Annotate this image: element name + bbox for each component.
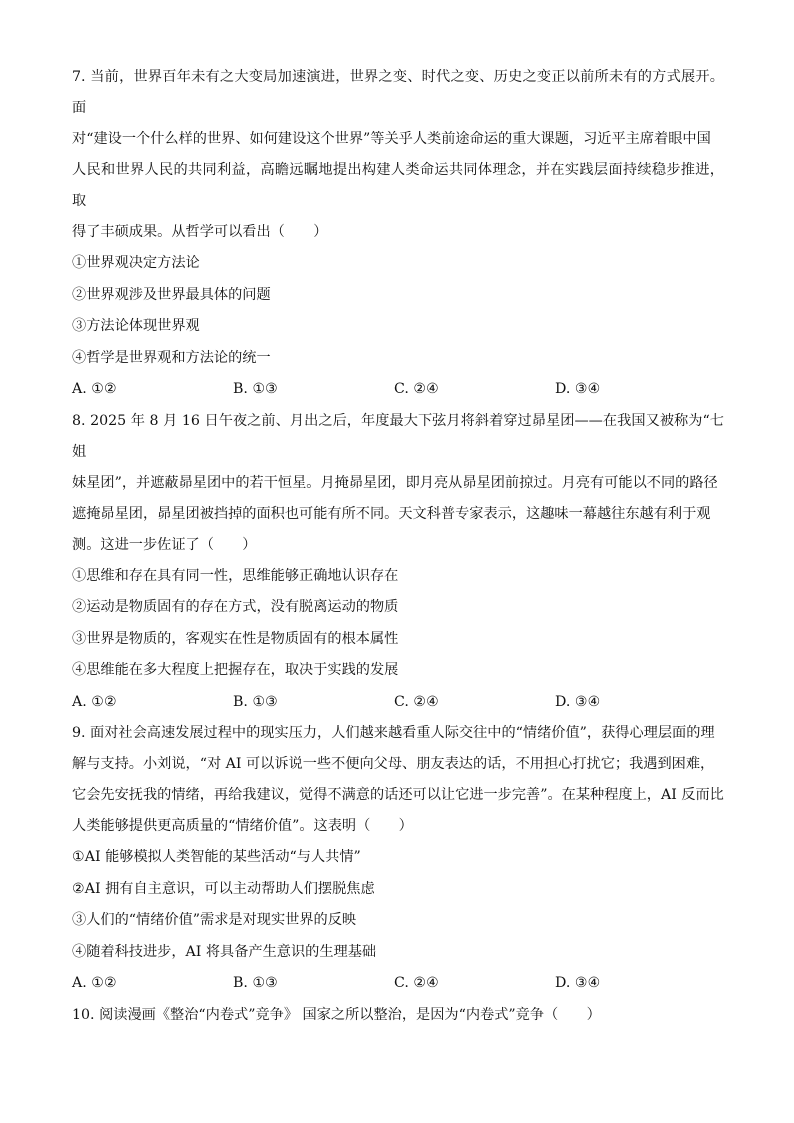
stem-line: 对“建设一个什么样的世界、如何建设这个世界”等关乎人类前途命运的重大课题，习近平主席着眼中国	[72, 131, 711, 147]
statement-3: ③人们的“情绪价值”需求是对现实世界的反映	[72, 912, 357, 928]
choice-b[interactable]: B. ①③	[233, 975, 278, 991]
stem-line: 人民和世界人民的共同利益，高瞻远瞩地提出构建人类命运共同体理念，并在实践层面持续稳步推进，取	[72, 162, 724, 209]
stem-line: 它会先安抚我的情绪，再给我建议，觉得不满意的话还可以让它进一步完善”。在某种程度上，AI 反而比	[72, 787, 724, 803]
statement-4: ④思维能在多大程度上把握存在，取决于实践的发展	[72, 662, 399, 678]
choice-c[interactable]: C. ②④	[394, 381, 439, 397]
statement-2: ②AI 拥有自主意识，可以主动帮助人们摆脱焦虑	[72, 880, 375, 897]
choice-d[interactable]: D. ③④	[555, 975, 601, 991]
choice-d[interactable]: D. ③④	[555, 693, 601, 710]
stem-line: 妹星团”，并遮蔽昴星团中的若干恒星。月掩昴星团，即月亮从昴星团前掠过。月亮有可能以不同的路径	[72, 474, 718, 491]
statement-1: ①AI 能够模拟人类智能的某些活动“与人共情”	[72, 849, 361, 865]
stem-line: 10. 阅读漫画《整治“内卷式”竞争》 国家之所以整治，是因为“内卷式”竞争（ ）	[72, 1006, 601, 1023]
question-9-stem	[72, 718, 724, 842]
question-9	[72, 718, 724, 1000]
stem-line: 测。这进一步佐证了（ ）	[72, 536, 257, 553]
stem-line: 遮掩昴星团，昴星团被挡掉的面积也可能有所不同。天文科普专家表示，这趣味一幕越往东越有利于观	[72, 505, 711, 522]
stem-line: 得了丰硕成果。从哲学可以看出（ ）	[72, 224, 328, 240]
choice-a[interactable]: A. ①②	[72, 381, 117, 397]
stem-line: 人类能够提供更高质量的“情绪价值”。这表明（ ）	[72, 818, 413, 834]
choice-c[interactable]: C. ②④	[394, 693, 439, 710]
stem-line: 9. 面对社会高速发展过程中的现实压力，人们越来越看重人际交往中的“情绪价值”，获得心理层面的理	[72, 725, 715, 741]
choice-d[interactable]: D. ③④	[555, 381, 601, 397]
stem-line: 解与支持。小刘说，“对 AI 可以诉说一些不便向父母、朋友表达的话，不用担心打扰它；我遇到困难，	[72, 756, 715, 772]
statement-1: ①思维和存在具有同一性，思维能够正确地认识存在	[72, 567, 399, 584]
answer-choices	[72, 968, 724, 1000]
question-7	[72, 62, 724, 406]
question-8	[72, 406, 724, 719]
choice-a[interactable]: A. ①②	[72, 975, 117, 991]
statement-4: ④哲学是世界观和方法论的统一	[72, 349, 271, 366]
statement-4: ④随着科技进步，AI 将具备产生意识的生理基础	[72, 943, 377, 960]
choice-a[interactable]: A. ①②	[72, 693, 117, 710]
question-8-stem	[72, 406, 724, 561]
stem-line: 7. 当前，世界百年未有之大变局加速演进，世界之变、时代之变、历史之变正以前所未有的方式展开。面	[72, 69, 724, 116]
answer-choices	[72, 687, 724, 719]
answer-choices	[72, 374, 724, 406]
statement-3: ③世界是物质的，客观实在性是物质固有的根本属性	[72, 630, 399, 647]
statement-2: ②运动是物质固有的存在方式，没有脱离运动的物质	[72, 599, 399, 615]
stem-line: 8. 2025 年 8 月 16 日午夜之前、月出之后，年度最大下弦月将斜着穿过昴星团——在我国又被称为“七姐	[72, 412, 724, 460]
question-10	[72, 1000, 724, 1031]
question-7-stem	[72, 62, 724, 248]
question-list	[72, 62, 724, 1031]
choice-b[interactable]: B. ①③	[233, 381, 278, 397]
question-10-stem	[72, 1000, 724, 1031]
choice-c[interactable]: C. ②④	[394, 975, 439, 991]
choice-b[interactable]: B. ①③	[233, 693, 278, 710]
statement-2: ②世界观涉及世界最具体的问题	[72, 286, 271, 303]
statement-1: ①世界观决定方法论	[72, 255, 200, 271]
statement-3: ③方法论体现世界观	[72, 318, 200, 334]
